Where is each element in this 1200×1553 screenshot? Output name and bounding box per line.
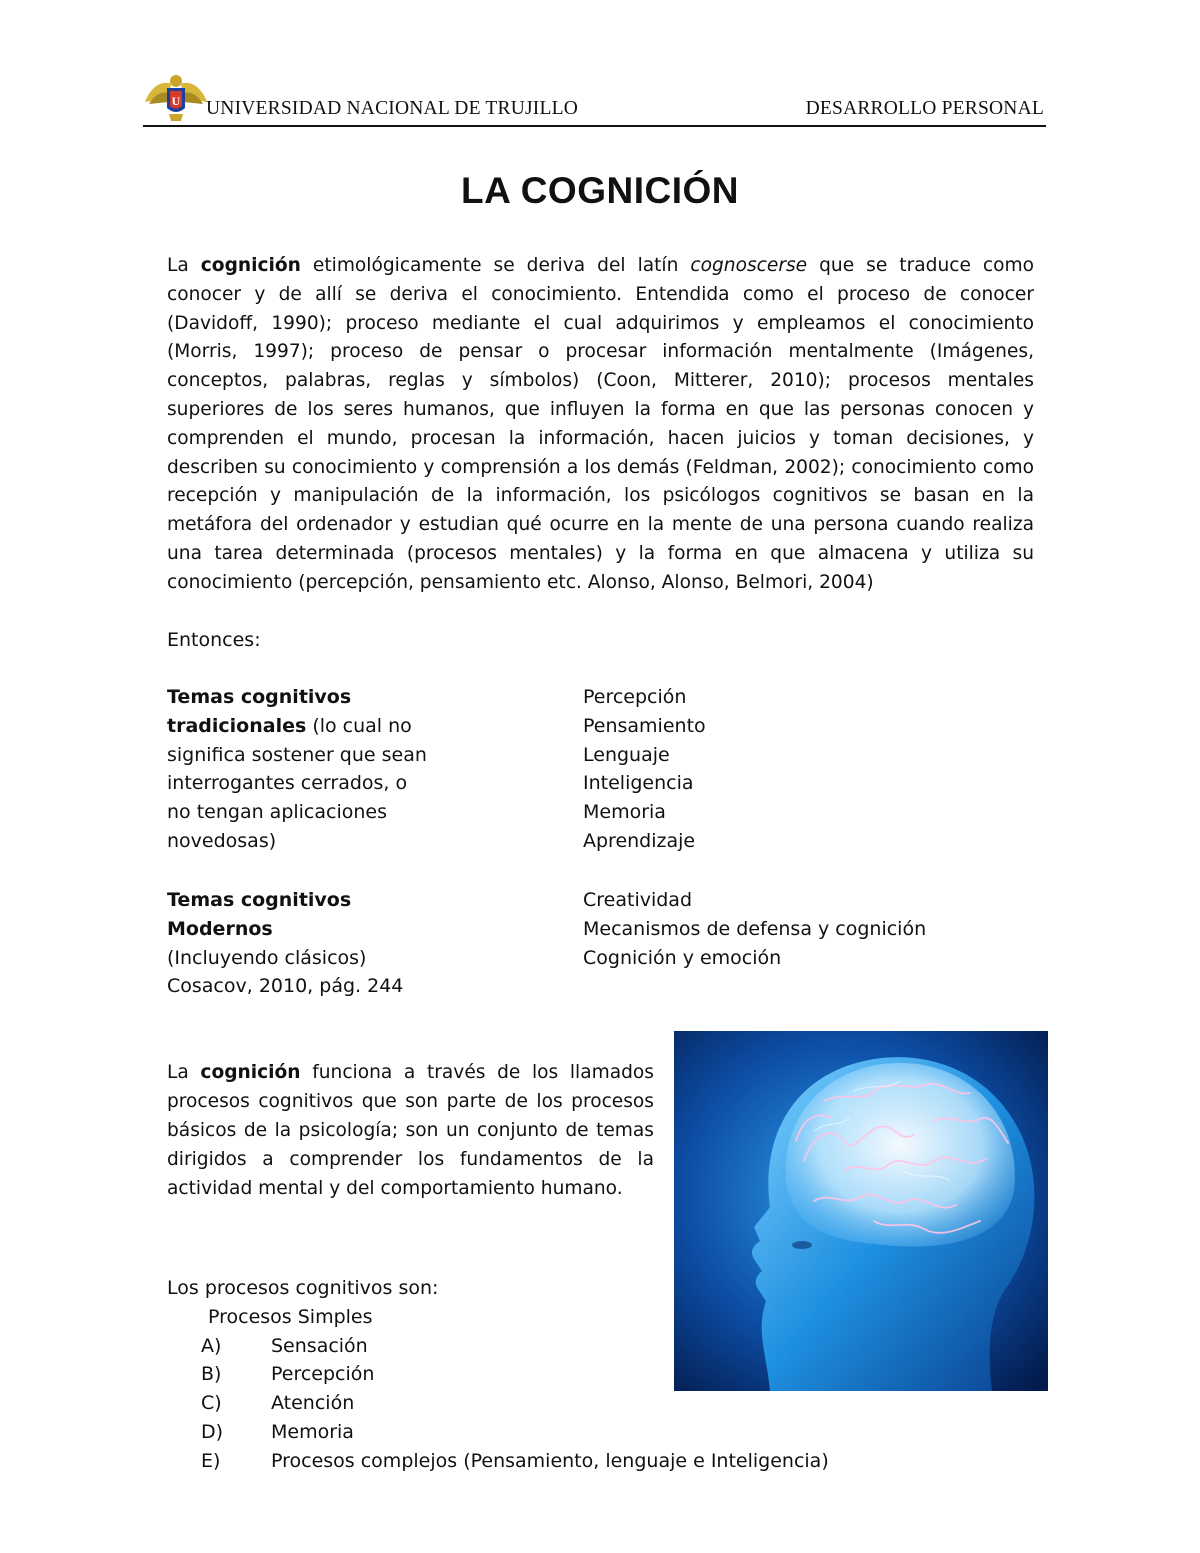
function-paragraph: [167, 1058, 654, 1203]
list-item: Lenguaje: [583, 743, 670, 766]
intro-term: cognición: [200, 255, 301, 276]
traditional-line: novedosas): [167, 829, 277, 852]
intro-paragraph: [167, 252, 1034, 598]
svg-text:U: U: [171, 94, 181, 108]
list-text: Percepción: [271, 1363, 375, 1386]
traditional-heading-rest: (lo cual no: [306, 714, 412, 737]
intro-text-3: que se traduce como conocer y de allí se deriva el conocimiento. Entendida como el proceso de conocer (Davidoff, 1990); proceso mediante el cual adquirimos y empleamos el conocimiento (Morris, 1997); proceso de pensar o procesar información mentalmente (Imágenes, conceptos, palabras, reglas y símbolos) (Coon, Mitterer, 2010); procesos mentales superiores de los seres humanos, que influyen la forma en que las personas conocen y comprenden el mundo, procesan la información, hacen juicios y toman decisiones, y describen su conocimiento y comprensión a los demás (Feldman, 2002); conocimiento como recepción y manipulación de la información, los psicólogos cognitivos se basan en la metáfora del ordenador y estudian qué ocurre en la mente de una persona cuando realiza una tarea determinada (procesos mentales) y la forma en que almacena y utiliza su conocimiento (percepción, pensamiento etc. Alonso, Alonso, Belmori, 2004): [167, 255, 1034, 593]
list-text: Sensación: [271, 1334, 368, 1357]
header-course-name: DESARROLLO PERSONAL: [805, 98, 1044, 119]
list-item: Percepción: [583, 686, 687, 708]
modern-heading-line2: Modernos: [167, 917, 273, 940]
list-item: [167, 1389, 829, 1418]
list-item: Mecanismos de defensa y cognición: [583, 917, 927, 940]
header-university-name: UNIVERSIDAD NACIONAL DE TRUJILLO: [206, 98, 578, 119]
modern-topics-list: [583, 886, 1003, 972]
simple-processes-heading: Procesos Simples: [208, 1305, 373, 1328]
list-letter: E): [201, 1449, 221, 1472]
page-header: [143, 70, 1046, 127]
list-letter: B): [201, 1363, 222, 1386]
list-text: Atención: [271, 1392, 355, 1415]
traditional-line: interrogantes cerrados, o: [167, 772, 408, 795]
function-text-1: La: [167, 1062, 201, 1083]
modern-line: (Incluyendo clásicos): [167, 946, 367, 969]
list-item: [167, 1447, 829, 1476]
list-text: Memoria: [271, 1420, 354, 1443]
list-item: Cognición y emoción: [583, 946, 782, 969]
list-letter: C): [201, 1392, 222, 1415]
list-item: Inteligencia: [583, 772, 694, 795]
list-item: [167, 1418, 829, 1447]
list-letter: A): [201, 1334, 222, 1357]
intro-latin-term: cognoscerse: [690, 255, 808, 276]
page-title: LA COGNICIÓN: [460, 170, 739, 211]
traditional-line: significa sostener que sean: [167, 743, 427, 766]
list-item: Pensamiento: [583, 714, 706, 737]
intro-text-1: La: [167, 255, 201, 276]
modern-topics-description: [167, 886, 457, 1001]
list-letter: D): [201, 1420, 224, 1443]
list-item: Aprendizaje: [583, 829, 696, 852]
list-text: Procesos complejos (Pensamiento, lenguaje e Inteligencia): [271, 1449, 829, 1472]
list-item: [167, 1332, 829, 1361]
traditional-line: no tengan aplicaciones: [167, 801, 388, 824]
modern-citation: Cosacov, 2010, pág. 244: [167, 975, 404, 998]
cognitive-processes-list: [167, 1274, 829, 1476]
university-crest-icon: [143, 72, 209, 122]
function-term: cognición: [200, 1062, 301, 1083]
traditional-heading-line2: [167, 712, 457, 741]
list-item: [167, 1360, 829, 1389]
intro-text-2: etimológicamente se deriva del latín: [300, 255, 691, 276]
traditional-topics-list: [583, 683, 1003, 856]
traditional-heading-line1: Temas cognitivos: [167, 686, 352, 708]
processes-heading: Los procesos cognitivos son:: [167, 1277, 439, 1299]
list-item: Memoria: [583, 801, 666, 824]
modern-heading-line1: Temas cognitivos: [167, 889, 352, 911]
entonces-label: Entonces:: [167, 629, 261, 651]
traditional-topics-description: [167, 683, 457, 856]
list-item: Creatividad: [583, 889, 693, 911]
function-text-2: funciona a través de los llamados procesos cognitivos que son parte de los procesos básicos de la psicología; son un conjunto de temas dirigidos a comprender los fundamentos de la actividad mental y del comportamiento humano.: [167, 1062, 654, 1199]
traditional-heading-bold: tradicionales: [167, 714, 307, 737]
